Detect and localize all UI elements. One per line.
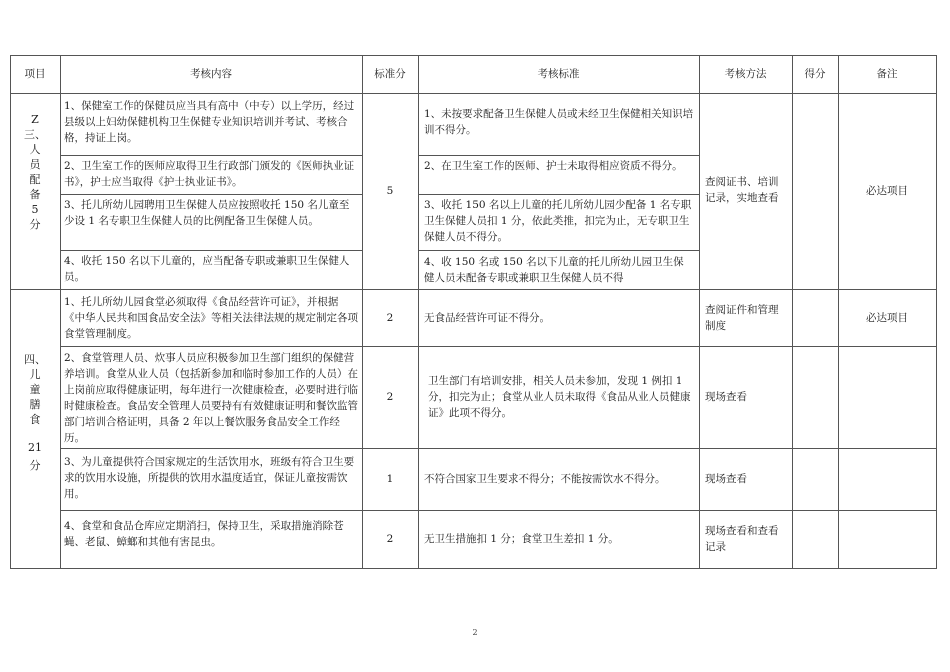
section4-row3-method: 现场查看 <box>705 473 747 485</box>
section3-criteria-1: 1、未按要求配备卫生保健人员或未经卫生保健相关知识培训不得分。 <box>424 108 694 136</box>
section3-score-cell <box>792 93 838 289</box>
section4-row3-criteria: 不符合国家卫生要求不得分；不能按需饮水不得分。 <box>424 473 666 485</box>
section3-label-line: 员 <box>29 158 41 171</box>
section4-row4-content: 4、食堂和食品仓库应定期消扫，保持卫生，采取措施消除苍蝇、老鼠、蟑螂和其他有害昆虫。 <box>64 520 344 548</box>
rule <box>60 250 362 251</box>
section3-label-line: 配 <box>29 173 41 186</box>
section4-label-line: 童 <box>29 383 41 396</box>
section4-row4-criteria: 无卫生措施扣 1 分；食堂卫生差扣 1 分。 <box>424 533 619 545</box>
section4-row1-note: 必达项目 <box>866 311 908 324</box>
header-content: 考核内容 <box>190 68 232 80</box>
header-method: 考核方法 <box>724 68 767 80</box>
section3-criteria-3: 3、收托 150 名以上儿童的托儿所幼儿园少配备 1 名专职卫生保健人员扣 1 分，依此类推，扣完为止，无专职卫生保健人员不得分。 <box>424 199 692 243</box>
section4-row2-content: 2、食堂管理人员、炊事人员应积极参加卫生部门组织的保健营养培训。食堂从业人员（包括新参加和临时参加工作的人员）在上岗前应取得健康证明，每年进行一次健康检查，必要时进行临时健康检查。食品安全管理人员要持有有效健康证明和餐饮监管部门培训合格证明，具备 2 年以上餐饮服务食品安全工作经历。 <box>64 352 358 444</box>
section4-label <box>10 352 60 502</box>
section4-row2-criteria: 卫生部门有培训安排，相关人员未参加，发现 1 例扣 1 分，扣完为止；食堂从业人员未取得《食品从业人员健康证》此项不得分。 <box>428 375 691 419</box>
section4-row1-content: 1、托儿所幼儿园食堂必须取得《食品经营许可证》，并根据《中华人民共和国食品安全法》等相关法律法规的规定制定各项食堂管理制度。 <box>64 296 358 340</box>
section3-criteria-2: 2、在卫生室工作的医师、护士未取得相应资质不得分。 <box>424 160 683 172</box>
section4-label-line: 膳 <box>29 398 41 411</box>
header-score: 得分 <box>804 68 826 80</box>
rule <box>418 55 419 569</box>
page-number: 2 <box>472 628 478 637</box>
section3-method: 查阅证书、培训记录，实地查看 <box>705 176 779 204</box>
section4-label-score: 21 <box>28 441 42 454</box>
section4-label-line: 食 <box>29 413 41 426</box>
rule <box>418 155 699 156</box>
rule <box>936 55 937 569</box>
rule <box>60 55 61 569</box>
section4-row3-content: 3、为儿童提供符合国家规定的生活饮用水，班级有符合卫生要求的饮用水设施，所提供的饮用水温度适宜，保证儿童按需饮用。 <box>64 456 355 500</box>
rule <box>418 250 699 251</box>
section3-content-4: 4、收托 150 名以下儿童的，应当配备专职或兼职卫生保健人员。 <box>64 255 350 283</box>
section4-row1-criteria: 无食品经营许可证不得分。 <box>424 311 550 324</box>
section3-label-line: 分 <box>29 218 41 231</box>
section3-criteria-4: 4、收 150 名或 150 名以下儿童的托儿所幼儿园卫生保健人员未配备专职或兼职卫生保健人员不得 <box>424 256 684 284</box>
section3-label-line: Z <box>31 113 39 126</box>
section3-content-2: 2、卫生室工作的医师应取得卫生行政部门颁发的《医师执业证书》，护士应当取得《护士执业证书》。 <box>64 160 355 188</box>
header-score-standard: 标准分 <box>374 68 406 80</box>
section4-label-line: 儿 <box>29 368 41 381</box>
section4-row4-score: 2 <box>386 533 394 545</box>
header-item: 项目 <box>24 68 46 80</box>
header-note: 备注 <box>876 68 898 80</box>
section3-label <box>10 112 60 272</box>
section4-label-unit: 分 <box>29 459 41 472</box>
rule <box>699 55 700 569</box>
rule <box>418 194 699 195</box>
header-criteria: 考核标准 <box>537 68 580 80</box>
section3-label-line: 5 <box>31 203 39 216</box>
section4-row1-score: 2 <box>386 311 394 324</box>
section3-content-1: 1、保健室工作的保健员应当具有高中（中专）以上学历，经过县级以上妇幼保健机构卫生保健专业知识培训并考试、考核合格，持证上岗。 <box>64 100 355 144</box>
section3-label-line: 三、 <box>24 128 46 141</box>
section3-note: 必达项目 <box>866 185 908 197</box>
rule <box>60 194 362 195</box>
rule <box>10 568 936 569</box>
rule <box>60 155 362 156</box>
section4-row2-score: 2 <box>386 391 394 403</box>
section3-label-line: 人 <box>29 143 41 156</box>
section4-label-line: 四、 <box>24 353 46 366</box>
section4-row1-method: 查阅证件和管理制度 <box>705 303 779 332</box>
section4-row3-score: 1 <box>386 473 394 485</box>
section4-row4-method: 现场查看和查看记录 <box>705 525 779 553</box>
section3-label-line: 备 <box>29 188 41 201</box>
section3-content-3: 3、托儿所幼儿园聘用卫生保健人员应按照收托 150 名儿童至少设 1 名专职卫生保健人员的比例配备卫生保健人员。 <box>64 199 350 227</box>
section3-score: 5 <box>386 185 394 197</box>
section4-row2-method: 现场查看 <box>705 391 747 403</box>
